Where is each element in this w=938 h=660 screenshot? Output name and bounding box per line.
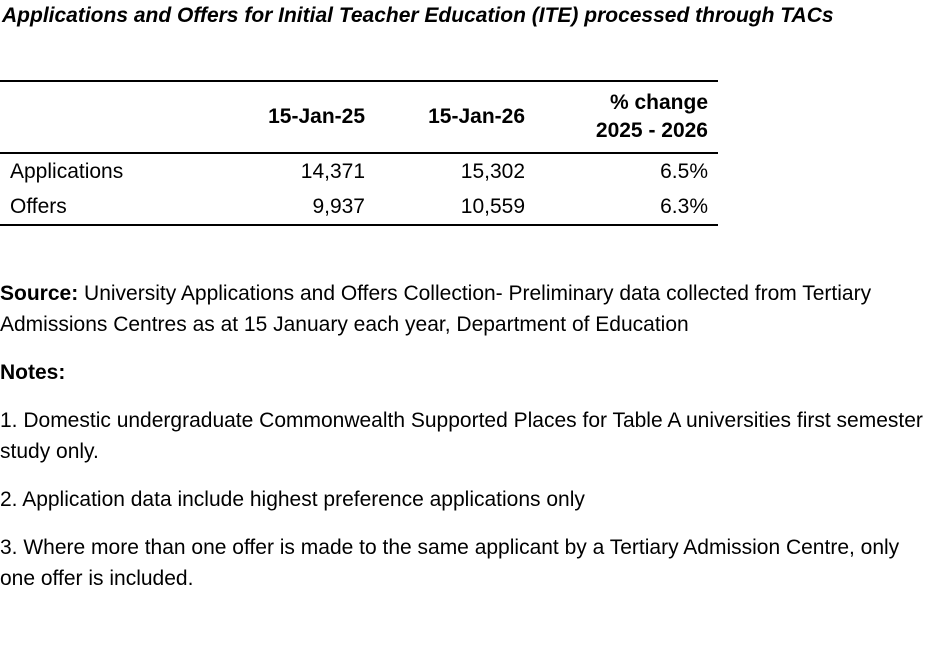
- header-15-jan-26: 15-Jan-26: [428, 105, 525, 128]
- note-item-2: 2. Application data include highest preference applications only: [0, 488, 585, 511]
- header-stub: [0, 81, 200, 153]
- note-item-3: 3. Where more than one offer is made to the same applicant by a Tertiary Admission Centre, only one offer is included.: [0, 536, 900, 590]
- notes-section: [0, 278, 930, 611]
- cell-percent-change: 6.3%: [535, 189, 718, 225]
- table-header: [0, 81, 718, 153]
- row-label: Applications: [10, 159, 124, 183]
- cell-15-jan-26: 15,302: [460, 159, 525, 183]
- header-percent-change: [535, 81, 718, 153]
- header-percent-change-line2: 2025 - 2026: [595, 119, 708, 142]
- ite-data-table: [0, 80, 718, 226]
- source-paragraph: [0, 278, 930, 340]
- notes-label: Notes:: [0, 361, 66, 384]
- table-row-applications: [0, 153, 718, 189]
- table-title: Applications and Offers for Initial Teacher Education (ITE) processed through TACs: [2, 4, 834, 27]
- source-text: University Applications and Offers Collection- Preliminary data collected from Tertiary Admissions Centres as at 15 January each year, Department of Education: [0, 282, 872, 336]
- cell-percent-change: 6.5%: [660, 159, 708, 183]
- header-15-jan-25: 15-Jan-25: [268, 105, 365, 128]
- cell-15-jan-26: 10,559: [375, 189, 535, 225]
- cell-15-jan-25: 9,937: [200, 189, 375, 225]
- header-percent-change-line1: % change: [609, 91, 708, 114]
- note-item-1: 1. Domestic undergraduate Commonwealth Supported Places for Table A universities first semester study only.: [0, 409, 923, 463]
- source-label: Source:: [0, 282, 79, 305]
- header-row: [0, 81, 718, 153]
- cell-15-jan-25: 14,371: [300, 159, 365, 183]
- table-row-offers: [0, 189, 718, 225]
- row-label: Offers: [0, 189, 200, 225]
- table-body: [0, 153, 718, 225]
